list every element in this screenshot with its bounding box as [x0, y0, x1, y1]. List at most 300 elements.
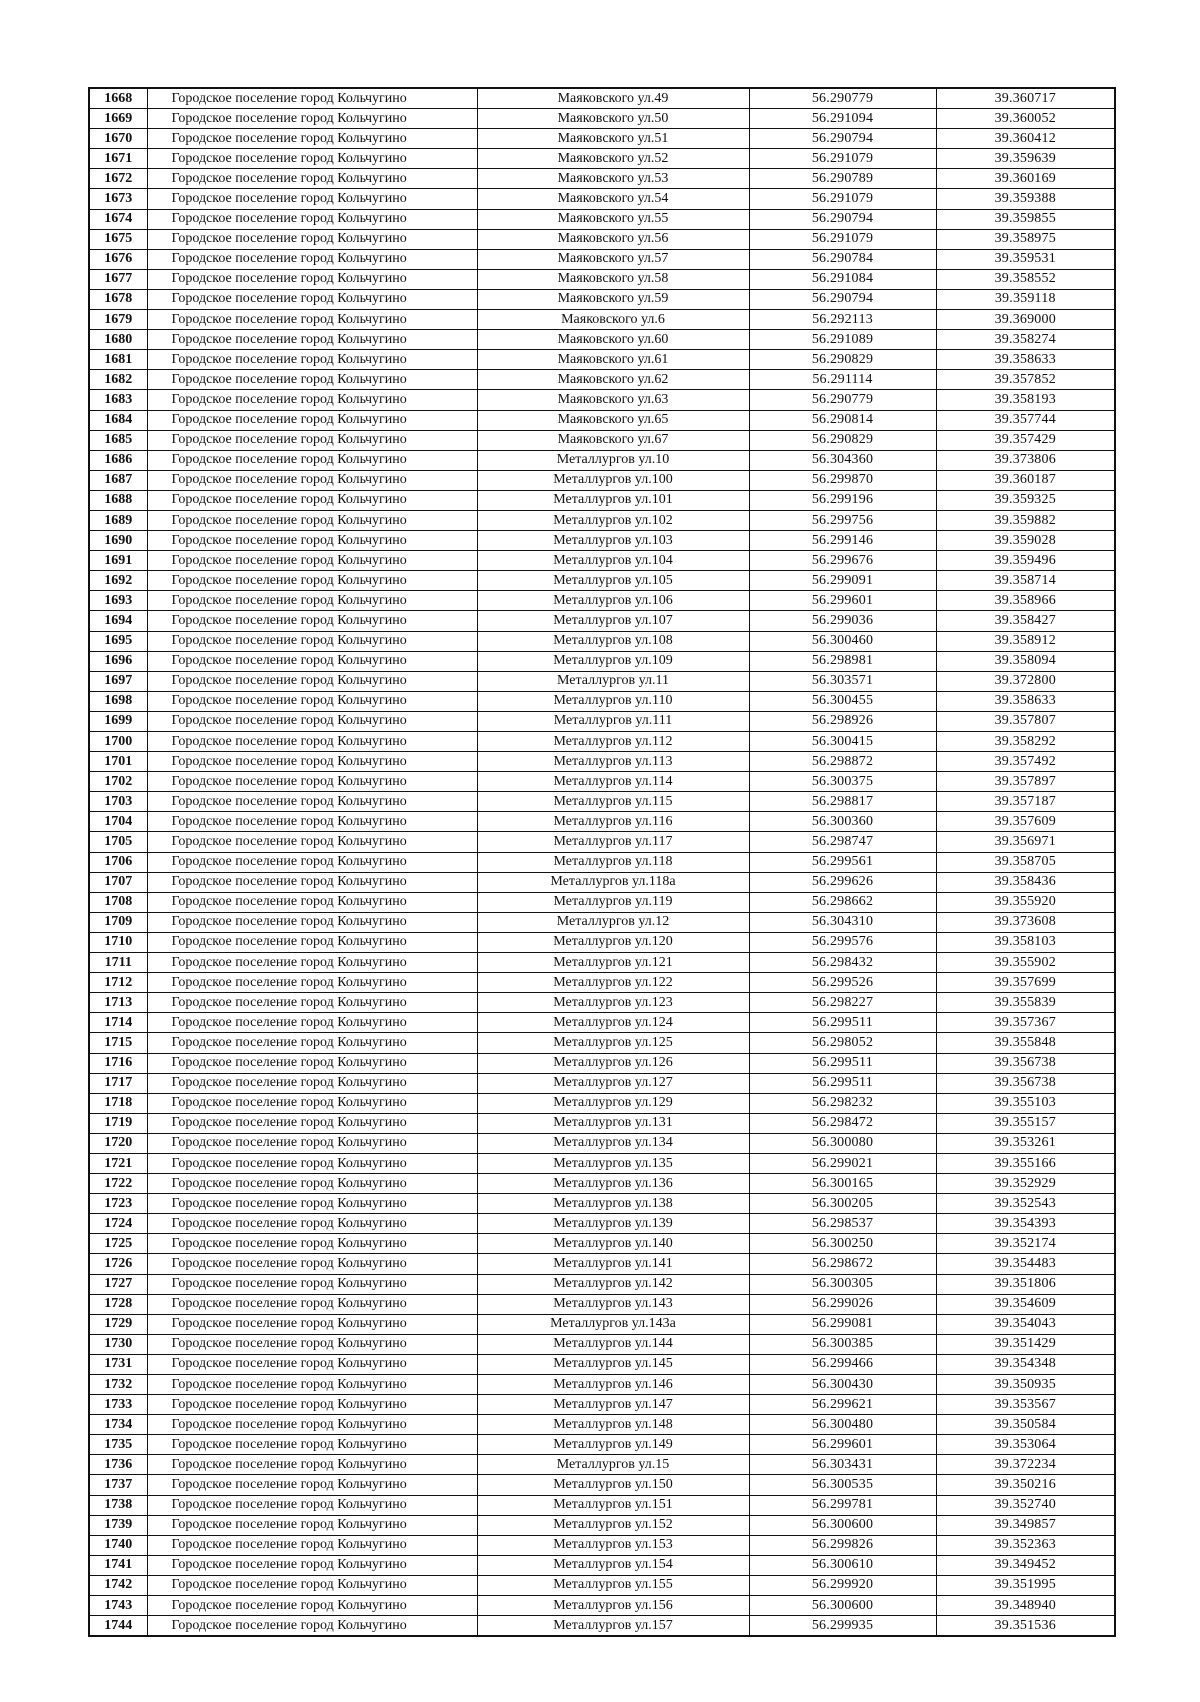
settlement-name: Городское поселение город Кольчугино: [147, 571, 477, 591]
latitude: 56.304360: [749, 450, 936, 470]
street-address: Металлургов ул.134: [477, 1133, 749, 1153]
longitude: 39.358552: [936, 269, 1115, 289]
longitude: 39.357609: [936, 812, 1115, 832]
latitude: 56.300375: [749, 772, 936, 792]
row-number: 1729: [89, 1314, 147, 1334]
latitude: 56.299526: [749, 973, 936, 993]
street-address: Металлургов ул.136: [477, 1174, 749, 1194]
street-address: Маяковского ул.51: [477, 129, 749, 149]
longitude: 39.355157: [936, 1113, 1115, 1133]
latitude: 56.299935: [749, 1616, 936, 1637]
row-number: 1735: [89, 1435, 147, 1455]
settlement-name: Городское поселение город Кольчугино: [147, 1395, 477, 1415]
table-row: [89, 330, 1115, 350]
street-address: Металлургов ул.114: [477, 772, 749, 792]
street-address: Металлургов ул.152: [477, 1515, 749, 1535]
latitude: 56.290794: [749, 289, 936, 309]
longitude: 39.358436: [936, 872, 1115, 892]
settlement-name: Городское поселение город Кольчугино: [147, 390, 477, 410]
settlement-name: Городское поселение город Кольчугино: [147, 1254, 477, 1274]
longitude: 39.354348: [936, 1354, 1115, 1374]
latitude: 56.300460: [749, 631, 936, 651]
row-number: 1727: [89, 1274, 147, 1294]
street-address: Маяковского ул.55: [477, 209, 749, 229]
longitude: 39.354483: [936, 1254, 1115, 1274]
street-address: Металлургов ул.118: [477, 852, 749, 872]
row-number: 1703: [89, 792, 147, 812]
latitude: 56.298537: [749, 1214, 936, 1234]
row-number: 1701: [89, 752, 147, 772]
latitude: 56.300165: [749, 1174, 936, 1194]
street-address: Маяковского ул.63: [477, 390, 749, 410]
row-number: 1694: [89, 611, 147, 631]
longitude: 39.369000: [936, 310, 1115, 330]
street-address: Металлургов ул.127: [477, 1073, 749, 1093]
table-row: [89, 370, 1115, 390]
longitude: 39.358912: [936, 631, 1115, 651]
settlement-name: Городское поселение город Кольчугино: [147, 832, 477, 852]
table-row: [89, 1395, 1115, 1415]
row-number: 1684: [89, 410, 147, 430]
street-address: Маяковского ул.57: [477, 249, 749, 269]
row-number: 1689: [89, 510, 147, 530]
street-address: Металлургов ул.151: [477, 1495, 749, 1515]
settlement-name: Городское поселение город Кольчугино: [147, 1294, 477, 1314]
table-row: [89, 1254, 1115, 1274]
latitude: 56.298872: [749, 752, 936, 772]
street-address: Металлургов ул.11: [477, 671, 749, 691]
latitude: 56.299511: [749, 1053, 936, 1073]
street-address: Металлургов ул.108: [477, 631, 749, 651]
row-number: 1711: [89, 953, 147, 973]
table-row: [89, 792, 1115, 812]
settlement-name: Городское поселение город Кольчугино: [147, 450, 477, 470]
settlement-name: Городское поселение город Кольчугино: [147, 551, 477, 571]
street-address: Маяковского ул.65: [477, 410, 749, 430]
latitude: 56.298432: [749, 953, 936, 973]
table-row: [89, 470, 1115, 490]
row-number: 1734: [89, 1415, 147, 1435]
longitude: 39.355920: [936, 892, 1115, 912]
settlement-name: Городское поселение город Кольчугино: [147, 912, 477, 932]
street-address: Металлургов ул.156: [477, 1596, 749, 1616]
street-address: Металлургов ул.105: [477, 571, 749, 591]
settlement-name: Городское поселение город Кольчугино: [147, 430, 477, 450]
row-number: 1740: [89, 1535, 147, 1555]
street-address: Металлургов ул.10: [477, 450, 749, 470]
street-address: Металлургов ул.135: [477, 1153, 749, 1173]
row-number: 1720: [89, 1133, 147, 1153]
longitude: 39.352929: [936, 1174, 1115, 1194]
latitude: 56.290779: [749, 390, 936, 410]
settlement-name: Городское поселение город Кольчугино: [147, 1174, 477, 1194]
row-number: 1699: [89, 711, 147, 731]
table-row: [89, 711, 1115, 731]
street-address: Металлургов ул.148: [477, 1415, 749, 1435]
latitude: 56.298662: [749, 892, 936, 912]
table-row: [89, 289, 1115, 309]
latitude: 56.290779: [749, 88, 936, 109]
latitude: 56.299826: [749, 1535, 936, 1555]
latitude: 56.300385: [749, 1334, 936, 1354]
table-row: [89, 1555, 1115, 1575]
table-row: [89, 88, 1115, 109]
settlement-name: Городское поселение город Кольчугино: [147, 792, 477, 812]
longitude: 39.350935: [936, 1375, 1115, 1395]
street-address: Металлургов ул.110: [477, 691, 749, 711]
latitude: 56.300430: [749, 1375, 936, 1395]
settlement-name: Городское поселение город Кольчугино: [147, 953, 477, 973]
settlement-name: Городское поселение город Кольчугино: [147, 1013, 477, 1033]
longitude: 39.352543: [936, 1194, 1115, 1214]
table-row: [89, 1234, 1115, 1254]
longitude: 39.360052: [936, 109, 1115, 129]
settlement-name: Городское поселение город Кольчугино: [147, 88, 477, 109]
table-row: [89, 510, 1115, 530]
row-number: 1719: [89, 1113, 147, 1133]
longitude: 39.358274: [936, 330, 1115, 350]
row-number: 1733: [89, 1395, 147, 1415]
settlement-name: Городское поселение город Кольчугино: [147, 1214, 477, 1234]
table-row: [89, 1455, 1115, 1475]
longitude: 39.350584: [936, 1415, 1115, 1435]
latitude: 56.298817: [749, 792, 936, 812]
table-row: [89, 310, 1115, 330]
latitude: 56.291094: [749, 109, 936, 129]
street-address: Металлургов ул.124: [477, 1013, 749, 1033]
row-number: 1692: [89, 571, 147, 591]
street-address: Металлургов ул.143а: [477, 1314, 749, 1334]
settlement-name: Городское поселение город Кольчугино: [147, 1073, 477, 1093]
longitude: 39.352363: [936, 1535, 1115, 1555]
table-row: [89, 149, 1115, 169]
latitude: 56.298052: [749, 1033, 936, 1053]
table-row: [89, 571, 1115, 591]
settlement-name: Городское поселение город Кольчугино: [147, 892, 477, 912]
settlement-name: Городское поселение город Кольчугино: [147, 1515, 477, 1535]
street-address: Металлургов ул.120: [477, 932, 749, 952]
longitude: 39.358292: [936, 732, 1115, 752]
table-row: [89, 1415, 1115, 1435]
latitude: 56.299511: [749, 1073, 936, 1093]
latitude: 56.290789: [749, 169, 936, 189]
street-address: Металлургов ул.119: [477, 892, 749, 912]
table-row: [89, 812, 1115, 832]
settlement-name: Городское поселение город Кольчугино: [147, 1053, 477, 1073]
longitude: 39.356738: [936, 1053, 1115, 1073]
street-address: Металлургов ул.157: [477, 1616, 749, 1637]
latitude: 56.303571: [749, 671, 936, 691]
table-row: [89, 189, 1115, 209]
settlement-name: Городское поселение город Кольчугино: [147, 812, 477, 832]
row-number: 1675: [89, 229, 147, 249]
settlement-name: Городское поселение город Кольчугино: [147, 1234, 477, 1254]
table-row: [89, 1475, 1115, 1495]
settlement-name: Городское поселение город Кольчугино: [147, 1455, 477, 1475]
row-number: 1705: [89, 832, 147, 852]
street-address: Металлургов ул.104: [477, 551, 749, 571]
longitude: 39.352174: [936, 1234, 1115, 1254]
street-address: Металлургов ул.100: [477, 470, 749, 490]
table-row: [89, 732, 1115, 752]
longitude: 39.359028: [936, 531, 1115, 551]
settlement-name: Городское поселение город Кольчугино: [147, 1113, 477, 1133]
street-address: Металлургов ул.138: [477, 1194, 749, 1214]
settlement-name: Городское поселение город Кольчугино: [147, 732, 477, 752]
table-row: [89, 490, 1115, 510]
table-row: [89, 591, 1115, 611]
row-number: 1742: [89, 1575, 147, 1595]
street-address: Металлургов ул.12: [477, 912, 749, 932]
row-number: 1696: [89, 651, 147, 671]
longitude: 39.350216: [936, 1475, 1115, 1495]
table-row: [89, 611, 1115, 631]
latitude: 56.299621: [749, 1395, 936, 1415]
latitude: 56.291079: [749, 189, 936, 209]
latitude: 56.290829: [749, 430, 936, 450]
longitude: 39.356738: [936, 1073, 1115, 1093]
settlement-name: Городское поселение город Кольчугино: [147, 1495, 477, 1515]
settlement-name: Городское поселение город Кольчугино: [147, 410, 477, 430]
longitude: 39.356971: [936, 832, 1115, 852]
latitude: 56.299511: [749, 1013, 936, 1033]
latitude: 56.291114: [749, 370, 936, 390]
latitude: 56.290814: [749, 410, 936, 430]
settlement-name: Городское поселение город Кольчугино: [147, 852, 477, 872]
street-address: Металлургов ул.118а: [477, 872, 749, 892]
longitude: 39.353567: [936, 1395, 1115, 1415]
row-number: 1736: [89, 1455, 147, 1475]
settlement-name: Городское поселение город Кольчугино: [147, 1194, 477, 1214]
latitude: 56.300080: [749, 1133, 936, 1153]
settlement-name: Городское поселение город Кольчугино: [147, 872, 477, 892]
longitude: 39.349857: [936, 1515, 1115, 1535]
settlement-name: Городское поселение город Кольчугино: [147, 109, 477, 129]
row-number: 1723: [89, 1194, 147, 1214]
table-row: [89, 229, 1115, 249]
row-number: 1707: [89, 872, 147, 892]
longitude: 39.355166: [936, 1153, 1115, 1173]
settlement-name: Городское поселение город Кольчугино: [147, 1334, 477, 1354]
settlement-name: Городское поселение город Кольчугино: [147, 1375, 477, 1395]
longitude: 39.355103: [936, 1093, 1115, 1113]
row-number: 1713: [89, 993, 147, 1013]
row-number: 1679: [89, 310, 147, 330]
street-address: Маяковского ул.52: [477, 149, 749, 169]
street-address: Металлургов ул.149: [477, 1435, 749, 1455]
latitude: 56.299781: [749, 1495, 936, 1515]
settlement-name: Городское поселение город Кольчугино: [147, 1575, 477, 1595]
row-number: 1731: [89, 1354, 147, 1374]
table-row: [89, 1535, 1115, 1555]
street-address: Маяковского ул.50: [477, 109, 749, 129]
settlement-name: Городское поселение город Кольчугино: [147, 752, 477, 772]
longitude: 39.357367: [936, 1013, 1115, 1033]
row-number: 1728: [89, 1294, 147, 1314]
street-address: Металлургов ул.122: [477, 973, 749, 993]
row-number: 1693: [89, 591, 147, 611]
longitude: 39.355839: [936, 993, 1115, 1013]
table-row: [89, 430, 1115, 450]
settlement-name: Городское поселение город Кольчугино: [147, 370, 477, 390]
table-row: [89, 1073, 1115, 1093]
settlement-name: Городское поселение город Кольчугино: [147, 993, 477, 1013]
table-row: [89, 551, 1115, 571]
street-address: Металлургов ул.106: [477, 591, 749, 611]
table-row: [89, 350, 1115, 370]
latitude: 56.299576: [749, 932, 936, 952]
latitude: 56.298981: [749, 651, 936, 671]
latitude: 56.300250: [749, 1234, 936, 1254]
row-number: 1715: [89, 1033, 147, 1053]
latitude: 56.299676: [749, 551, 936, 571]
address-coordinates-table: [88, 87, 1116, 1637]
street-address: Маяковского ул.56: [477, 229, 749, 249]
latitude: 56.299466: [749, 1354, 936, 1374]
settlement-name: Городское поселение город Кольчугино: [147, 1274, 477, 1294]
street-address: Металлургов ул.107: [477, 611, 749, 631]
table-row: [89, 209, 1115, 229]
latitude: 56.291079: [749, 149, 936, 169]
row-number: 1671: [89, 149, 147, 169]
longitude: 39.358966: [936, 591, 1115, 611]
latitude: 56.290794: [749, 209, 936, 229]
table-row: [89, 169, 1115, 189]
row-number: 1682: [89, 370, 147, 390]
row-number: 1691: [89, 551, 147, 571]
longitude: 39.358427: [936, 611, 1115, 631]
table-row: [89, 872, 1115, 892]
latitude: 56.299196: [749, 490, 936, 510]
street-address: Маяковского ул.62: [477, 370, 749, 390]
row-number: 1732: [89, 1375, 147, 1395]
latitude: 56.300360: [749, 812, 936, 832]
latitude: 56.299026: [749, 1294, 936, 1314]
row-number: 1714: [89, 1013, 147, 1033]
table-row: [89, 1616, 1115, 1637]
row-number: 1687: [89, 470, 147, 490]
latitude: 56.290794: [749, 129, 936, 149]
latitude: 56.290784: [749, 249, 936, 269]
latitude: 56.299561: [749, 852, 936, 872]
row-number: 1681: [89, 350, 147, 370]
row-number: 1676: [89, 249, 147, 269]
street-address: Металлургов ул.125: [477, 1033, 749, 1053]
row-number: 1688: [89, 490, 147, 510]
longitude: 39.351429: [936, 1334, 1115, 1354]
table-row: [89, 1435, 1115, 1455]
settlement-name: Городское поселение город Кольчугино: [147, 932, 477, 952]
street-address: Металлургов ул.103: [477, 531, 749, 551]
longitude: 39.352740: [936, 1495, 1115, 1515]
settlement-name: Городское поселение город Кольчугино: [147, 289, 477, 309]
row-number: 1716: [89, 1053, 147, 1073]
row-number: 1744: [89, 1616, 147, 1637]
latitude: 56.299601: [749, 591, 936, 611]
settlement-name: Городское поселение город Кольчугино: [147, 611, 477, 631]
street-address: Металлургов ул.117: [477, 832, 749, 852]
latitude: 56.298672: [749, 1254, 936, 1274]
row-number: 1668: [89, 88, 147, 109]
settlement-name: Городское поселение город Кольчугино: [147, 490, 477, 510]
row-number: 1669: [89, 109, 147, 129]
settlement-name: Городское поселение город Кольчугино: [147, 651, 477, 671]
latitude: 56.298227: [749, 993, 936, 1013]
row-number: 1683: [89, 390, 147, 410]
table-body: [89, 88, 1115, 1636]
longitude: 39.357492: [936, 752, 1115, 772]
row-number: 1710: [89, 932, 147, 952]
latitude: 56.290829: [749, 350, 936, 370]
settlement-name: Городское поселение город Кольчугино: [147, 1314, 477, 1334]
settlement-name: Городское поселение город Кольчугино: [147, 671, 477, 691]
latitude: 56.300600: [749, 1596, 936, 1616]
row-number: 1678: [89, 289, 147, 309]
table-row: [89, 109, 1115, 129]
settlement-name: Городское поселение город Кольчугино: [147, 189, 477, 209]
street-address: Металлургов ул.150: [477, 1475, 749, 1495]
street-address: Металлургов ул.126: [477, 1053, 749, 1073]
street-address: Маяковского ул.61: [477, 350, 749, 370]
settlement-name: Городское поселение город Кольчугино: [147, 330, 477, 350]
settlement-name: Городское поселение город Кольчугино: [147, 1153, 477, 1173]
latitude: 56.300205: [749, 1194, 936, 1214]
street-address: Маяковского ул.53: [477, 169, 749, 189]
street-address: Металлургов ул.115: [477, 792, 749, 812]
table-row: [89, 852, 1115, 872]
longitude: 39.360169: [936, 169, 1115, 189]
row-number: 1737: [89, 1475, 147, 1495]
longitude: 39.353261: [936, 1133, 1115, 1153]
table-row: [89, 691, 1115, 711]
longitude: 39.357897: [936, 772, 1115, 792]
longitude: 39.372234: [936, 1455, 1115, 1475]
latitude: 56.291084: [749, 269, 936, 289]
table-row: [89, 1515, 1115, 1535]
longitude: 39.357699: [936, 973, 1115, 993]
row-number: 1673: [89, 189, 147, 209]
street-address: Металлургов ул.121: [477, 953, 749, 973]
settlement-name: Городское поселение город Кольчугино: [147, 169, 477, 189]
street-address: Металлургов ул.146: [477, 1375, 749, 1395]
street-address: Металлургов ул.155: [477, 1575, 749, 1595]
street-address: Металлургов ул.101: [477, 490, 749, 510]
table-row: [89, 1153, 1115, 1173]
settlement-name: Городское поселение город Кольчугино: [147, 531, 477, 551]
settlement-name: Городское поселение город Кольчугино: [147, 1415, 477, 1435]
row-number: 1706: [89, 852, 147, 872]
row-number: 1702: [89, 772, 147, 792]
street-address: Металлургов ул.129: [477, 1093, 749, 1113]
settlement-name: Городское поселение город Кольчугино: [147, 1555, 477, 1575]
latitude: 56.299146: [749, 531, 936, 551]
settlement-name: Городское поселение город Кольчугино: [147, 631, 477, 651]
street-address: Металлургов ул.116: [477, 812, 749, 832]
table-row: [89, 450, 1115, 470]
table-row: [89, 1174, 1115, 1194]
longitude: 39.360187: [936, 470, 1115, 490]
longitude: 39.358975: [936, 229, 1115, 249]
longitude: 39.359118: [936, 289, 1115, 309]
table-row: [89, 390, 1115, 410]
row-number: 1680: [89, 330, 147, 350]
street-address: Металлургов ул.142: [477, 1274, 749, 1294]
street-address: Маяковского ул.67: [477, 430, 749, 450]
street-address: Маяковского ул.58: [477, 269, 749, 289]
street-address: Металлургов ул.113: [477, 752, 749, 772]
longitude: 39.357429: [936, 430, 1115, 450]
street-address: Маяковского ул.54: [477, 189, 749, 209]
